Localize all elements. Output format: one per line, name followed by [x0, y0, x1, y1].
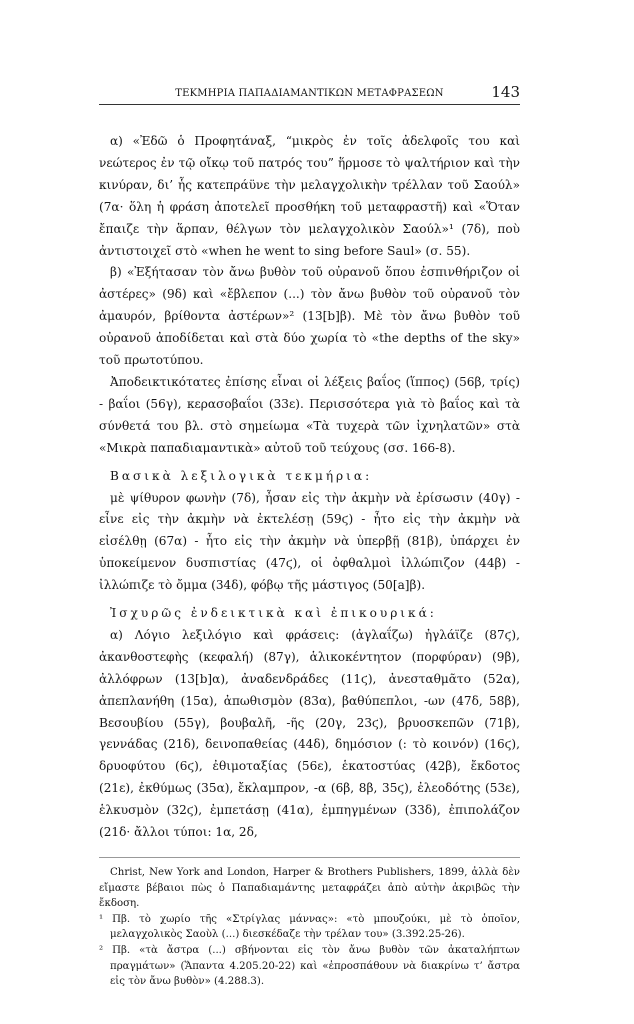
running-title: ΤΕΚΜΗΡΙΑ ΠΑΠΑΔΙΑΜΑΝΤΙΚΩΝ ΜΕΤΑΦΡΑΣΕΩΝ [175, 88, 444, 99]
section-heading-basic: Βασικὰ λεξιλογικὰ τεκμήρια: [110, 468, 373, 483]
page-number: 143 [491, 83, 520, 101]
paragraph-baios: Ἀποδεικτικότατες ἐπίσης εἶναι οἱ λέξεις βαΐος (ἵππος) (56β, τρίς) - βαΐοι (56γ), κερασοβαΐοι (33ε). Περισσότερα γιὰ τὸ βαΐος καὶ τὰ σύνθετά του βλ. στὸ σημείωμα «Τὰ τυχερὰ τῶν ἰχνηλατῶν» στὰ «Μικρὰ παπαδιαμαντικὰ» αὐτοῦ τοῦ τεύχους (σσ. 166-8). [99, 374, 520, 455]
main-text [99, 131, 520, 844]
section-heading-strong: Ἰσχυρῶς ἐνδεικτικὰ καὶ ἐπικουρικά: [110, 606, 437, 621]
running-header [99, 82, 520, 105]
paragraph-strong-evidence: α) Λόγιο λεξιλόγιο καὶ φράσεις: (ἀγλαΐζω) ἠγλάϊζε (87ϛ), ἀκανθοστεφὴς (κεφαλή) (87γ), ἁλικοκέντητον (πορφύραν) (9β), ἀλλόφρων (13[b]α), ἀναδενδράδες (11ϛ), ἀνεσταθμᾶτο (52α), ἀπεπλανήθη (15α), ἀπωθισμὸν (83α), βαθύπεπλοι, -ων (47δ, 58β), Βεσουβίου (55γ), βουβαλῆ, -ῆς (20γ, 23ϛ), βρυοσκεπῶν (71β), γεννάδας (21δ), δεινοπαθείας (44δ), δημόσιον (: τὸ κοινόν) (16ϛ), δρυοφύτου (6ϛ), ἐθιμοταξίας (56ε), ἑκατοστύας (42β), ἔκδοτος (21ε), ἐκθύμως (35α), ἔκλαμπρον, -α (6β, 8β, 35ϛ), ἐλεοδότης (53ε), ἑλκυσμὸν (32ϛ), ἐμπετάσῃ (41α), ἐμπηγμένων (33δ), ἐπιπολάζον (21δ· ἄλλοι τύποι: 1α, 2δ, [99, 627, 520, 840]
footnote-continuation: Christ, New York and London, Harper & Brothers Publishers, 1899, ἀλλὰ δὲν εἴμαστε βέβαιοι πὼς ὁ Παπαδιαμάντης μεταφράζει ἀπὸ αὐτὴν ἀκριβῶς τὴν ἔκδοση. [99, 867, 520, 910]
paragraph-example-b: β) «Ἐξήτασαν τὸν ἄνω βυθὸν τοῦ οὐρανοῦ ὅπου ἐσπινθήριζον οἱ ἀστέρες» (9δ) καὶ «ἔβλεπον (...) τὸν ἄνω βυθὸν τοῦ οὐρανοῦ τὸν ἀμαυρόν, βρίθοντα ἀστέρων»² (13[b]β). Μὲ τὸν ἄνω βυθὸν τοῦ οὐρανοῦ ἀποδίδεται καὶ στὰ δύο χωρία τὸ «the depths of the sky» τοῦ πρωτοτύπου. [99, 265, 520, 368]
footnotes [99, 857, 520, 990]
footnote-1: ¹ Πβ. τὸ χωρίο τῆς «Στρίγλας μάννας»: «τὸ μπουζούκι, μὲ τὸ ὁποῖον, μελαγχολικὸς Σαοὺλ (...) διεσκέδαζε τὴν τρέλαν του» (3.392.25-26). [99, 913, 520, 941]
paragraph-basic-evidence: μὲ ψίθυρον φωνὴν (7δ), ἦσαν εἰς τὴν ἀκμὴν νὰ ἐρίσωσιν (40γ) - εἶνε εἰς τὴν ἀκμὴν νὰ ἐκτελέσῃ (59ϛ) - ἦτο εἰς τὴν ἀκμὴν νὰ εἰσέλθῃ (67α) - ἦτο εἰς τὴν ἀκμὴν νὰ ὑπερβῇ (81β), ὑπάρχει ἐν ὑποκείμενον δυσπιστίας (47ϛ), οἱ ὀφθαλμοὶ ἰλλώπιζον (44β) - ἰλλώπιζε τὸ ὄμμα (34δ), φόβῳ τῆς μάστιγος (50[a]β). [99, 490, 520, 593]
paragraph-example-a: α) «Ἐδῶ ὁ Προφητάναξ, “μικρὸς ἐν τοῖς ἀδελφοῖς του καὶ νεώτερος ἐν τῷ οἴκῳ τοῦ πατρός του” ἥρμοσε τὸ ψαλτήριον καὶ τὴν κινύραν, δι’ ἧς κατεπράϋνε τὴν μελαγχολικὴν τρέλλαν τοῦ Σαούλ» (7α· ὅλη ἡ φράση ἀποτελεῖ προσθήκη τοῦ μεταφραστῆ) καὶ «Ὅταν ἔπαιζε τὴν ἅρπαν, θέλγων τὸν μελαγχολικὸν Σαούλ»¹ (7δ), ποὺ ἀντιστοιχεῖ στὸ «when he went to sing before Saul» (σ. 55). [99, 134, 520, 258]
footnote-2: ² Πβ. «τὰ ἄστρα (...) σβήνονται εἰς τὸν ἄνω βυθὸν τῶν ἀκαταλήπτων πραγμάτων» (Ἅπαντα 4.205.20-22) καὶ «ἐπροσπάθουν νὰ διακρίνω τ’ ἄστρα εἰς τὸν ἄνω βυθὸν» (4.288.3). [99, 944, 520, 988]
book-page [99, 82, 520, 990]
